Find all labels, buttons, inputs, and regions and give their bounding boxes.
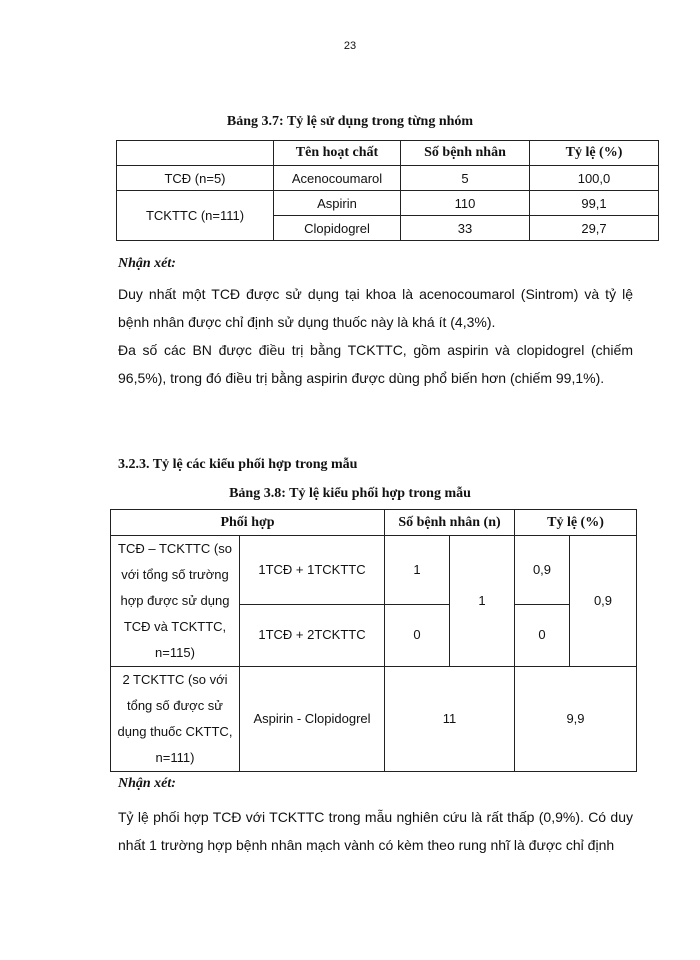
- patients-cell: 5: [401, 166, 530, 191]
- patients-cell: 1: [385, 536, 450, 605]
- table-row: [117, 166, 659, 191]
- table-3-8-caption: Bảng 3.8: Tỷ lệ kiểu phối hợp trong mẫu: [229, 486, 471, 501]
- group-cell: TCĐ (n=5): [117, 166, 274, 191]
- comment-heading: Nhận xét:: [118, 256, 176, 271]
- rate-cell: 0,9: [515, 536, 570, 605]
- table-header-row: [111, 510, 637, 536]
- table-3-8: [110, 509, 637, 772]
- table-header-cell: Tỷ lệ (%): [515, 510, 637, 536]
- patients-cell: 11: [385, 667, 515, 772]
- rate-cell: 100,0: [530, 166, 659, 191]
- drug-cell: Aspirin: [274, 191, 401, 216]
- rate-cell: 0: [515, 604, 570, 666]
- comment-heading: Nhận xét:: [118, 776, 176, 791]
- group-cell: TCKTTC (n=111): [117, 191, 274, 241]
- comment-paragraph: Tỷ lệ phối hợp TCĐ với TCKTTC trong mẫu nghiên cứu là rất thấp (0,9%). Có duy nhất 1 trường hợp bệnh nhân mạch vành có kèm theo rung nhĩ là được chỉ định: [118, 809, 633, 853]
- combo-cell: Aspirin - Clopidogrel: [240, 667, 385, 772]
- table-row: [111, 536, 637, 605]
- table-header-cell: Số bệnh nhân: [401, 141, 530, 166]
- group-cell: TCĐ – TCKTTC (so với tổng số trường hợp được sử dụng TCĐ và TCKTTC, n=115): [111, 536, 240, 667]
- comment-paragraph: Duy nhất một TCĐ được sử dụng tại khoa là acenocoumarol (Sintrom) và tỷ lệ bệnh nhân được chỉ định sử dụng thuốc này là khá ít (4,3%).: [118, 286, 633, 330]
- rate-cell: 9,9: [515, 667, 637, 772]
- combo-cell: 1TCĐ + 2TCKTTC: [240, 604, 385, 666]
- drug-cell: Acenocoumarol: [274, 166, 401, 191]
- table-header-cell: [117, 141, 274, 166]
- drug-cell: Clopidogrel: [274, 216, 401, 241]
- patients-cell: 110: [401, 191, 530, 216]
- rate-cell: 29,7: [530, 216, 659, 241]
- table-row: [117, 191, 659, 216]
- comment-paragraph: Đa số các BN được điều trị bằng TCKTTC, gồm aspirin và clopidogrel (chiếm 96,5%), trong đó điều trị bằng aspirin được dùng phổ biến hơn (chiếm 99,1%).: [118, 342, 633, 386]
- table-row: [111, 667, 637, 772]
- patients-total-cell: 1: [450, 536, 515, 667]
- combo-cell: 1TCĐ + 1TCKTTC: [240, 536, 385, 605]
- patients-cell: 33: [401, 216, 530, 241]
- rate-cell: 99,1: [530, 191, 659, 216]
- table-header-cell: Phối hợp: [111, 510, 385, 536]
- page-number: 23: [343, 40, 357, 52]
- section-heading: 3.2.3. Tỷ lệ các kiểu phối hợp trong mẫu: [118, 457, 358, 472]
- patients-cell: 0: [385, 604, 450, 666]
- rate-total-cell: 0,9: [570, 536, 637, 667]
- group-cell: 2 TCKTTC (so với tổng số được sử dụng thuốc CKTTC, n=111): [111, 667, 240, 772]
- table-header-cell: Số bệnh nhân (n): [385, 510, 515, 536]
- table-3-7: [116, 140, 659, 241]
- table-header-row: [117, 141, 659, 166]
- table-3-7-caption: Bảng 3.7: Tỷ lệ sử dụng trong từng nhóm: [226, 114, 474, 129]
- table-header-cell: Tên hoạt chất: [274, 141, 401, 166]
- table-header-cell: Tỷ lệ (%): [530, 141, 659, 166]
